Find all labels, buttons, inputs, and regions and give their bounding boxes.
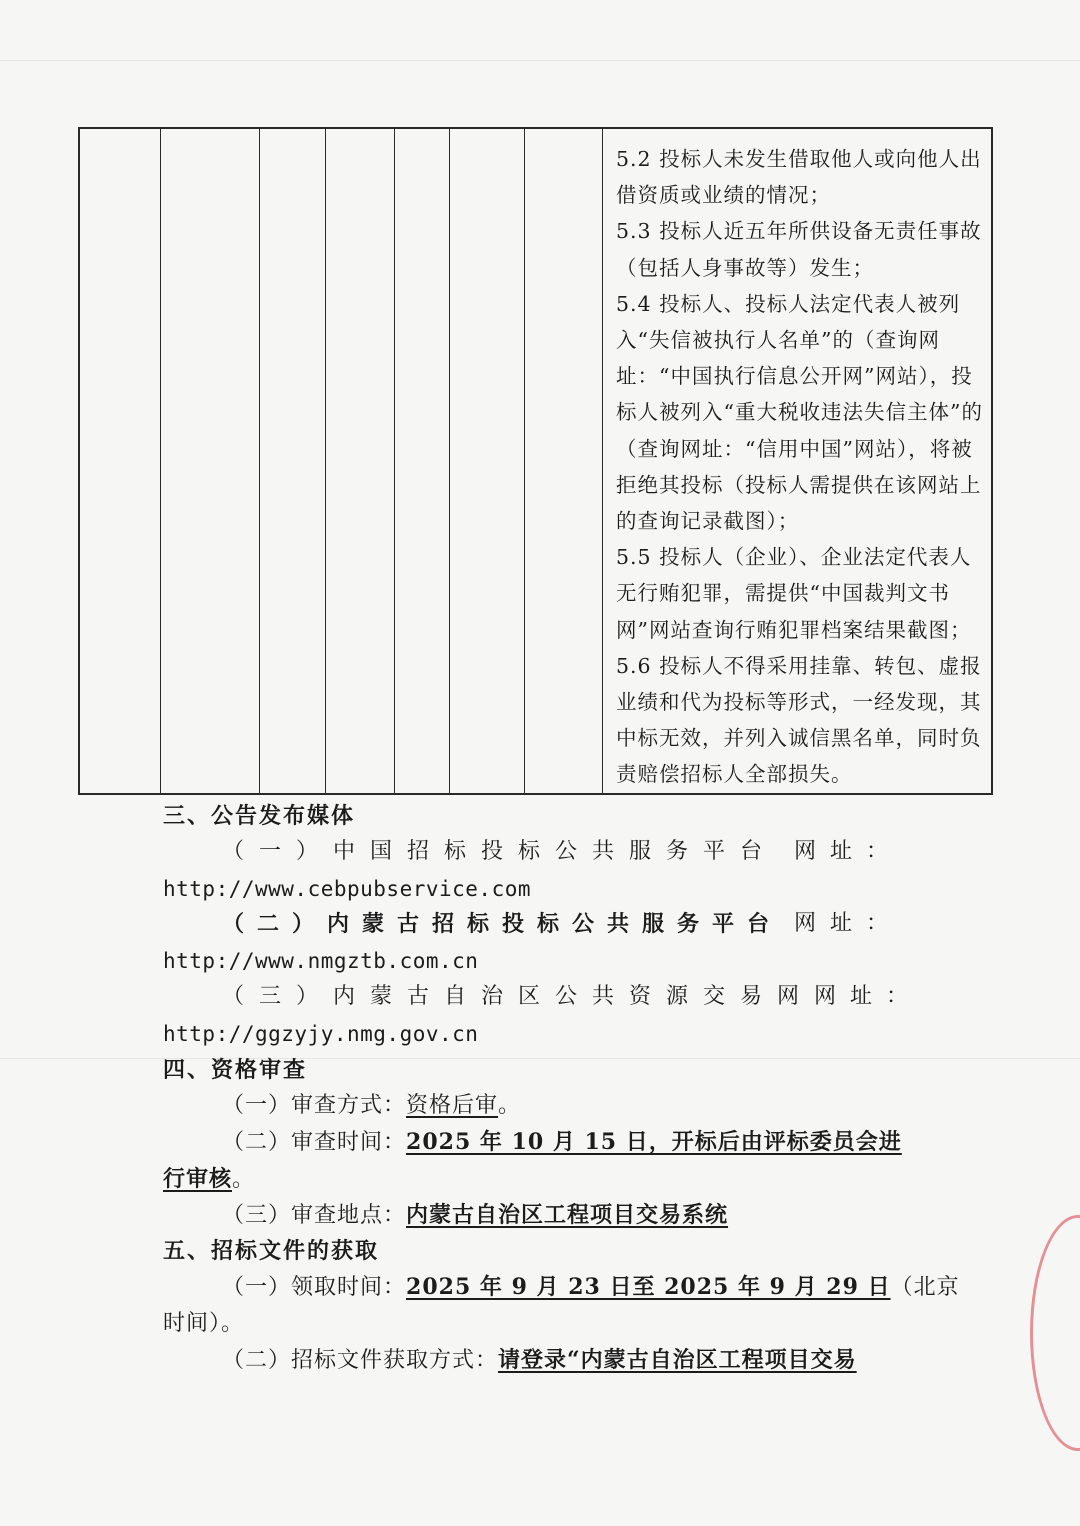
media-item <box>222 982 923 1012</box>
review-time <box>222 1127 902 1158</box>
field-label: （三）审查地点： <box>222 1203 407 1228</box>
table-column-divider <box>449 129 450 793</box>
section-heading: 三、公告发布媒体 <box>163 803 356 829</box>
section-heading: 四、资格审查 <box>163 1057 308 1083</box>
collection-time <box>222 1272 960 1303</box>
field-value: 资格后审 <box>406 1093 499 1118</box>
field-label: （二）审查时间： <box>222 1130 407 1155</box>
field-value: 2025 年 9 月 23 日至 2025 年 9 月 29 日 <box>406 1274 891 1300</box>
requirement-item: 5.3 投标人近五年所供设备无责任事故（包括人身事故等）发生； <box>616 219 982 280</box>
requirement-item: 5.4 投标人、投标人法定代表人被列入“失信被执行人名单”的（查询网址：“中国执行信息公开网”网站），投标人被列入“重大税收违法失信主体”的（查询网址：“信用中国”网站），将被拒绝其投标（投标人需提供在该网站上的查询记录截图）； <box>616 291 983 534</box>
media-url-key: 网址： <box>814 984 923 1009</box>
requirement-item: 5.5 投标人（企业）、企业法定代表人无行贿犯罪，需提供“中国裁判文书网”网站查询行贿犯罪档案结果截图； <box>616 545 972 642</box>
media-url-link[interactable]: http://www.nmgztb.com.cn <box>163 949 479 973</box>
requirement-item: 5.2 投标人未发生借取他人或向他人出借资质或业绩的情况； <box>616 147 982 208</box>
requirement-item: 5.6 投标人不得采用挂靠、转包、虚报业绩和代为投标等形式，一经发现，其中标无效，并列入诚信黑名单，同时负责赔偿招标人全部损失。 <box>616 653 982 787</box>
field-label: （一）领取时间： <box>222 1275 407 1300</box>
review-time-continued <box>163 1164 255 1195</box>
collection-method <box>222 1345 857 1376</box>
media-name: （一）中国招标投标公共服务平台 <box>222 839 778 864</box>
table-column-divider <box>160 129 161 793</box>
review-place <box>222 1200 728 1231</box>
requirements-cell <box>616 141 986 793</box>
requirements-table <box>78 127 993 795</box>
media-name: （二）内蒙古招标投标公共服务平台 <box>222 911 783 937</box>
punctuation: 。 <box>232 1167 256 1192</box>
media-url-link[interactable]: http://ggzyjy.nmg.gov.cn <box>163 1022 479 1046</box>
media-name: （三）内蒙古自治区公共资源交易网 <box>222 984 815 1009</box>
table-column-divider <box>259 129 260 793</box>
table-column-divider <box>325 129 326 793</box>
field-value: 行审核 <box>163 1166 233 1192</box>
collection-time-continued: 时间）。 <box>163 1311 245 1336</box>
field-value: 内蒙古自治区工程项目交易系统 <box>406 1202 729 1228</box>
scan-fold-line <box>0 1058 1080 1059</box>
table-column-divider <box>394 129 395 793</box>
field-label: （二）招标文件获取方式： <box>222 1348 499 1373</box>
table-column-divider <box>524 129 525 793</box>
media-url-key: 网址： <box>793 839 902 864</box>
field-suffix: （北京 <box>890 1275 960 1300</box>
media-url-key: 网址： <box>793 911 902 936</box>
scan-fold-line <box>0 60 1080 61</box>
media-url-link[interactable]: http://www.cebpubservice.com <box>163 877 532 901</box>
review-method <box>222 1091 521 1121</box>
table-column-divider <box>602 129 603 793</box>
punctuation: 。 <box>498 1093 522 1118</box>
field-value: 2025 年 10 月 15 日，开标后由评标委员会进 <box>406 1129 902 1155</box>
field-label: （一）审查方式： <box>222 1093 407 1118</box>
field-value: 请登录“内蒙古自治区工程项目交易 <box>498 1347 857 1373</box>
media-item <box>222 909 902 939</box>
red-seal-stamp <box>1030 1215 1080 1451</box>
media-item <box>222 837 902 867</box>
section-heading: 五、招标文件的获取 <box>163 1238 380 1264</box>
